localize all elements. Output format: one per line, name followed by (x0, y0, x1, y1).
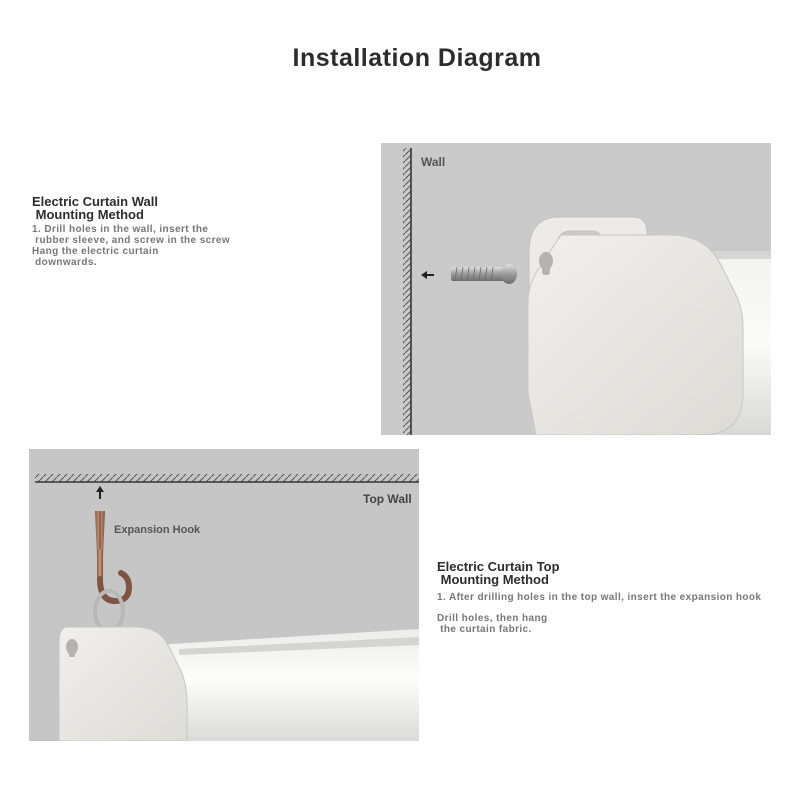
ceiling-hatching (35, 474, 419, 482)
expansion-hook-label: Expansion Hook (114, 524, 201, 536)
top-mount-step2-line1: Drill holes, then hang (437, 613, 548, 624)
wall-mount-heading-line1: Electric Curtain Wall (32, 194, 158, 209)
top-mount-step2-line2: the curtain fabric. (437, 624, 532, 635)
wall-mount-step2-line1: Hang the electric curtain (32, 246, 159, 257)
top-mount-illustration (29, 449, 419, 741)
wall-mount-step2-line2: downwards. (32, 257, 97, 268)
insert-arrow-icon (421, 271, 434, 279)
end-cap (528, 235, 743, 435)
top-mount-heading-line1: Electric Curtain Top (437, 560, 560, 574)
top-wall-label: Top Wall (363, 492, 412, 506)
wall-label: Wall (421, 155, 446, 169)
wall-mount-step1-line2: rubber sleeve, and screw in the screw (32, 235, 231, 246)
wall-mount-diagram (381, 143, 771, 435)
end-cap (59, 627, 187, 741)
wall-mount-illustration (381, 143, 771, 435)
page-title: Installation Diagram (292, 44, 542, 72)
screw-icon (451, 264, 517, 284)
wall-mount-heading-line2: Mounting Method (32, 207, 144, 222)
top-mount-step1: 1. After drilling holes in the top wall, insert the expansion hook (437, 592, 762, 603)
top-mount-heading-line2: Mounting Method (437, 572, 549, 587)
top-mount-description (437, 560, 800, 635)
wall-hatching (403, 148, 411, 435)
up-arrow-icon (96, 486, 104, 499)
wall-mount-description (32, 195, 230, 268)
top-mount-diagram (29, 449, 419, 741)
wall-mount-step1-line1: 1. Drill holes in the wall, insert the (32, 224, 209, 235)
